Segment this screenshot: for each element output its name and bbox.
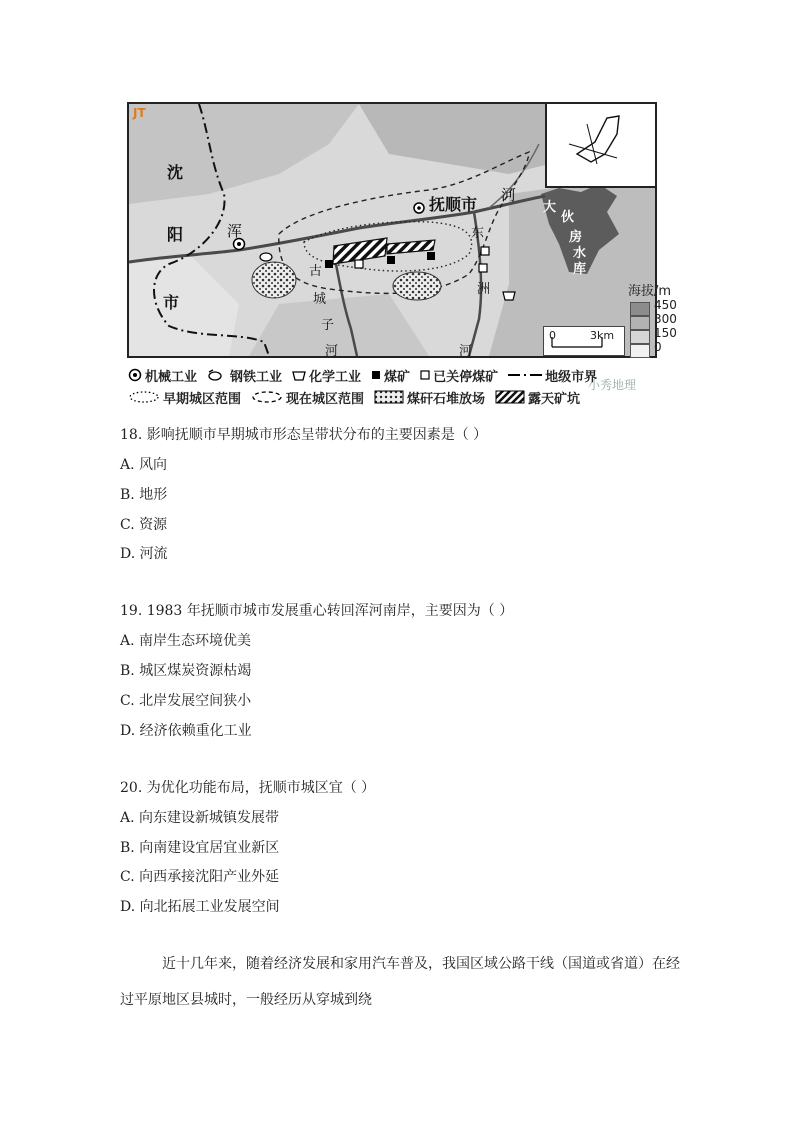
- chemical-icon: [292, 368, 306, 382]
- legend-machinery: [128, 366, 197, 385]
- legend-early-city-label: 早期城区范围: [163, 391, 242, 407]
- passage-line-1: 近十几年来，随着经济发展和家用汽车普及，我国区域公路干线（国道或省道）在经: [162, 956, 680, 972]
- legend-boundary: [508, 366, 597, 385]
- label-dahuofang-2: 伙: [561, 210, 575, 225]
- gangue-heap-icon: [374, 390, 404, 404]
- closed-mine-3: [479, 264, 487, 272]
- gangue-heap-east: [393, 272, 441, 300]
- label-dongzhou-1: 东: [471, 226, 485, 241]
- legend-chemical-label: 化学工业: [309, 369, 362, 385]
- legend-chemical: [292, 366, 361, 385]
- legend-open-pit-label: 露天矿坑: [528, 391, 581, 407]
- elevation-value-150: 150: [654, 326, 677, 340]
- machinery-icon: [128, 368, 142, 382]
- question-20-option-b[interactable]: B. 向南建设宜居宜业新区: [120, 840, 280, 856]
- passage-line-2: 过平原地区县城时，一般经历从穿城到绕: [120, 992, 372, 1008]
- label-dahuofang-4: 水: [573, 246, 587, 261]
- label-hun-1: 浑: [227, 222, 243, 240]
- label-dahuofang-3: 房: [569, 230, 583, 245]
- question-19-stem: 19. 1983 年抚顺市城市发展重心转回浑河南岸，主要因为（ ）: [120, 603, 514, 619]
- label-shenyang-3: 市: [163, 293, 180, 312]
- legend-coal-mine: [371, 366, 410, 385]
- question-18-option-a[interactable]: A. 风向: [120, 457, 168, 473]
- inset-locator-map: [545, 104, 657, 188]
- coal-mine-1: [325, 260, 333, 268]
- question-20-stem: 20. 为优化功能布局，抚顺市城区宜（ ）: [120, 780, 376, 796]
- question-18-stem: 18. 影响抚顺市早期城市形态呈带状分布的主要因素是（ ）: [120, 427, 488, 443]
- elevation-swatch-450: [630, 302, 650, 316]
- scale-zero: 0: [549, 329, 556, 342]
- watermark-text: 小秀地理: [588, 378, 637, 392]
- chemical-icon: [503, 292, 515, 300]
- question-20-option-d[interactable]: D. 向北拓展工业发展空间: [120, 899, 280, 915]
- label-fushun-city: 抚顺市: [429, 195, 478, 214]
- legend-closed-mine: [420, 366, 498, 385]
- steel-icon: [207, 368, 227, 382]
- legend-gangue-label: 煤矸石堆放场: [407, 391, 486, 407]
- label-shenyang-2: 阳: [167, 225, 184, 244]
- question-19-option-a[interactable]: A. 南岸生态环境优美: [120, 633, 252, 649]
- label-guchengzi-2: 城: [313, 292, 327, 307]
- label-dongzhou-3: 河: [459, 344, 473, 358]
- label-guchengzi-4: 河: [325, 344, 339, 358]
- elevation-title: 海拔/m: [628, 284, 672, 299]
- legend-row-1: [128, 365, 607, 385]
- closed-mine-2: [481, 247, 489, 255]
- question-18-option-c[interactable]: C. 资源: [120, 517, 168, 533]
- north-arrow-icon: JT: [133, 106, 146, 120]
- elevation-value-450: 450: [654, 298, 677, 312]
- label-dongzhou-2: 洲: [477, 282, 491, 297]
- question-19-option-d[interactable]: D. 经济依赖重化工业: [120, 723, 252, 739]
- legend-open-pit: [495, 388, 580, 407]
- closed-mine-1: [355, 260, 363, 268]
- gangue-heap-west: [252, 262, 296, 298]
- legend-coal-mine-label: 煤矿: [384, 369, 411, 385]
- coal-mine-icon: [371, 370, 381, 380]
- early-city-icon: [128, 390, 160, 404]
- open-pit-icon: [495, 390, 525, 404]
- legend-early-city: [128, 388, 241, 407]
- question-18-option-b[interactable]: B. 地形: [120, 487, 168, 503]
- current-city-icon: [251, 390, 283, 404]
- label-guchengzi-3: 子: [321, 318, 335, 333]
- inset-shape: [547, 104, 655, 184]
- label-guchengzi-1: 古: [309, 264, 323, 279]
- coal-mine-2: [387, 256, 395, 264]
- elevation-swatch-300: [630, 316, 650, 330]
- label-dahuofang-5: 库: [573, 262, 587, 277]
- legend-boundary-label: 地级市界: [545, 369, 598, 385]
- question-20-option-c[interactable]: C. 向西承接沈阳产业外延: [120, 869, 280, 885]
- question-19-option-c[interactable]: C. 北岸发展空间狭小: [120, 693, 252, 709]
- label-shenyang-1: 沈: [167, 163, 184, 182]
- elevation-legend: [628, 282, 688, 362]
- question-20-option-a[interactable]: A. 向东建设新城镇发展带: [120, 810, 280, 826]
- closed-mine-icon: [420, 370, 430, 380]
- legend-row-2: [128, 387, 590, 407]
- label-dahuofang-1: 大: [543, 200, 557, 215]
- question-19-option-b[interactable]: B. 城区煤炭资源枯竭: [120, 663, 252, 679]
- elevation-swatch-150: [630, 330, 650, 344]
- label-hun-2: 河: [501, 186, 517, 204]
- elevation-value-0: 0: [654, 340, 662, 354]
- fushun-city-icon: [414, 203, 424, 213]
- legend-machinery-label: 机械工业: [145, 369, 198, 385]
- legend-steel: [207, 366, 282, 385]
- scale-bar: [543, 326, 625, 356]
- boundary-line-icon: [508, 370, 542, 380]
- elevation-value-300: 300: [654, 312, 677, 326]
- fushun-map: [127, 102, 657, 358]
- legend-current-city-label: 现在城区范围: [286, 391, 365, 407]
- steel-icon: [260, 253, 272, 261]
- question-18-option-d[interactable]: D. 河流: [120, 546, 168, 562]
- legend-gangue: [374, 388, 485, 407]
- elevation-swatch-0: [630, 344, 650, 358]
- legend-closed-mine-label: 已关停煤矿: [433, 369, 499, 385]
- scale-distance: 3km: [590, 329, 615, 342]
- legend-current-city: [251, 388, 364, 407]
- legend-steel-label: 钢铁工业: [230, 369, 283, 385]
- coal-mine-3: [427, 252, 435, 260]
